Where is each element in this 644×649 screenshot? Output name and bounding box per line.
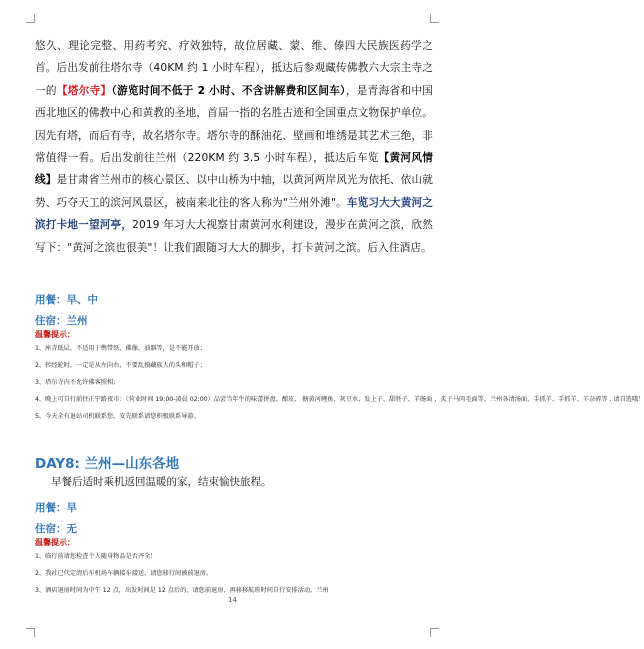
day7-meal: 用餐：早、中 <box>35 294 98 306</box>
tip-item: 2、转经轮时，一定是从左向右，不要乱摸藏族人的头和帽子； <box>35 362 206 369</box>
crop-mark-bottom-left <box>26 628 35 637</box>
crop-mark-top-left <box>26 14 35 23</box>
tip-item: 3、酒店退房时间为中午 12 点，出发时间是 12 点后的，请您前退房，再移移航班时间自行安排活动。兰州 <box>35 587 329 594</box>
itinerary-paragraph <box>35 35 433 259</box>
page-number: 14 <box>228 596 237 604</box>
tip-item: 3、塔尔寺内不允许佛客照相； <box>35 379 120 386</box>
lanzhou-bund-quote: "兰州外滩" <box>282 196 337 209</box>
day8-title: DAY8: 兰州—山东各地 <box>35 456 180 472</box>
taer-temple-highlight: 【塔尔寺】 <box>56 84 112 97</box>
tip-item: 5、今天全有退站司机联系您，安先联系请您积极联系导游。 <box>35 413 200 420</box>
day7-tips-list <box>35 340 644 425</box>
paragraph-text: 悠久、理论完整、用药考究、疗效独特，故位居藏、蒙、维、傣四大民族医药学之首。后出发前往塔尔寺（40KM 约 1 小时车程），抵达后参观藏传佛教六大宗主寺之一的 <box>35 40 433 97</box>
day8-description: 早餐后适时乘机返回温暖的家，结束愉快旅程。 <box>51 476 272 488</box>
yellow-river-scenic-line: 【黄河风情线】 <box>35 152 433 187</box>
tip-item: 1、座青低层，不适用于携带纸、佛像、油器等，是不能开放； <box>35 345 206 352</box>
paragraph-text: 2019 年习大大视察甘肃黄河水利建设，漫步在黄河之滨，欣然写下："黄河之滨也很美"！让我们跟随习大大的脚步，打卡黄河之滨。后入住酒店。 <box>35 219 433 254</box>
crop-mark-bottom-right <box>430 628 439 637</box>
day8-stay: 住宿：无 <box>35 523 77 535</box>
paragraph-text: 是甘肃省兰州市的核心景区、以中山桥为中轴，以黄河两岸风光为依托、依山就势、巧夺天工的滨河风景区，被南来北往的客人称为 <box>35 174 433 209</box>
day7-stay: 住宿：兰州 <box>35 315 88 327</box>
tip-item: 2、我社已代定清后车机场车辆接车接送，请您移行间被前退房。 <box>35 570 213 577</box>
day8-tips-title: 温馨提示： <box>35 538 75 547</box>
visit-duration-note: （游览时间不低于 2 小时、不含讲解费和区间车） <box>111 84 346 97</box>
tip-item: 1、临行前请您检查个人随身物品是否齐全！ <box>35 553 157 560</box>
paragraph-text: 。 <box>336 196 347 209</box>
day7-tips-title: 温馨提示： <box>35 330 75 339</box>
day8-tips-list <box>35 548 435 599</box>
tip-item: 4、晚上可自行前往正宁路夜市：（营业时间 19:00-凌晨 02:00）品尝当年牛的味蕾拼盘、酿皮、 搪黄河鲤鱼、灰豆水、发上子、甜胚子、羊肠面 ，炙子马肉毛面等、兰州各清汤面、手抓羊、手抓羊、羊杂碎等 . 请自选哦！ <box>35 396 644 403</box>
paragraph-text: ，是青海省和中国西北地区的佛教中心和黄教的圣地，首届一指的名胜古迹和全国重点文物保护单位。因先有塔，而后有寺，故名塔尔寺。塔尔寺的酥油花、壁画和堆绣是其艺术三绝，非常值得一看。后出发前往兰州（220KM 约 3.5 小时车程），抵达后车览 <box>35 84 434 165</box>
wanghe-pavilion-highlight: 车览习大大黄河之滨打卡地一望河亭， <box>35 196 433 232</box>
day8-meal: 用餐：早 <box>35 502 77 514</box>
crop-mark-top-right <box>430 14 439 23</box>
